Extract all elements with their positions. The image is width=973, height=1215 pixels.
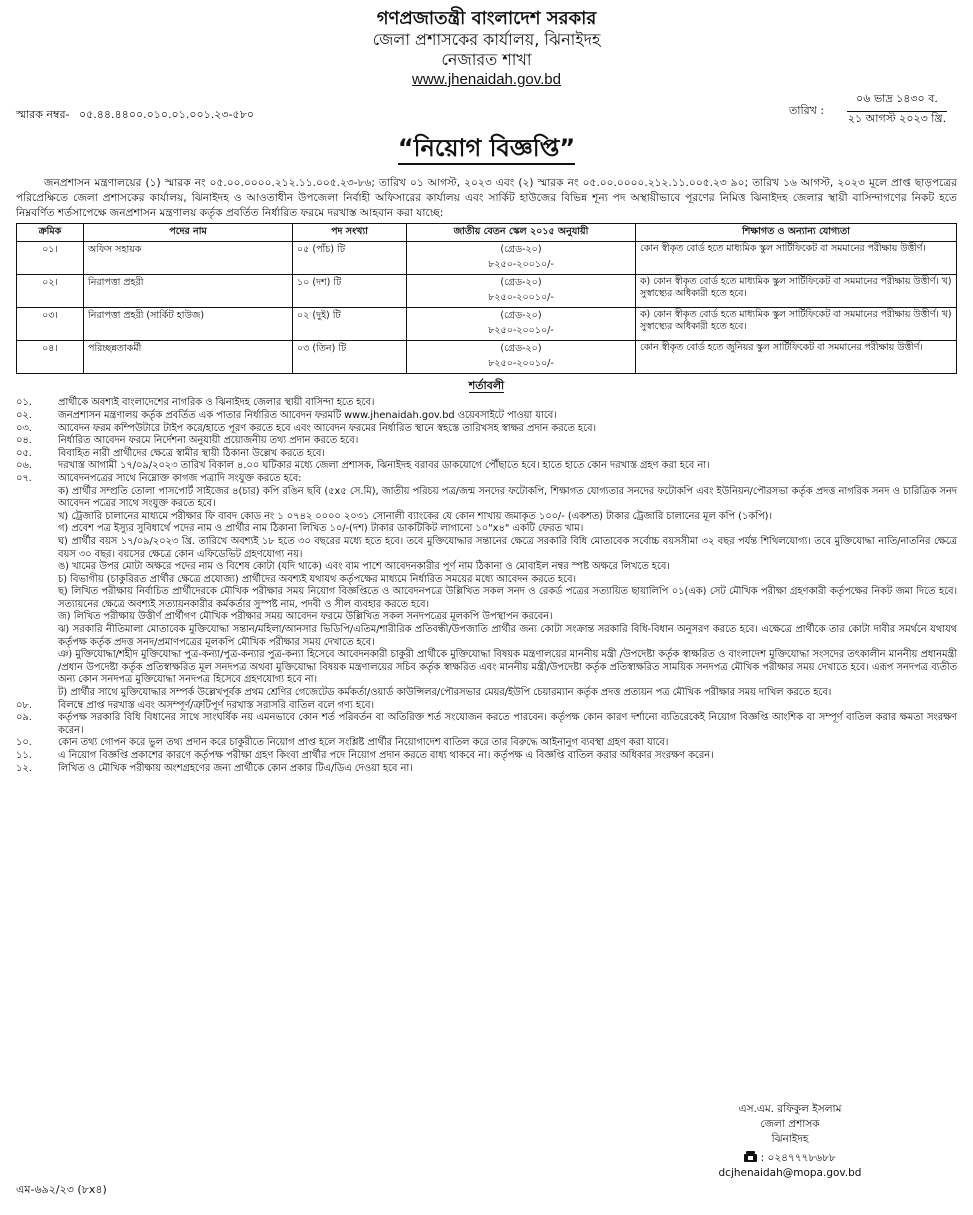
intro-paragraph: জনপ্রশাসন মন্ত্রণালয়ের (১) স্মারক নং ০৫.০০.০০০০.২১২.১১.০০৫.২৩-৮৬; তারিখ ০১ আগস্ট, ২০২৩ এবং (২) স্মারক নং ০৫.০০.০০০০.২১২.১১.০০৫.২৩ ৯০; তারিখ ১৬ আগস্ট, ২০২৩ মূলে প্রাপ্ত ছাড়পত্রের পরিপ্রেক্ষিতে জেলা প্রশাসকের কার্যালয়, ঝিনাইদহ ও আওতাধীন উপজেলা নির্বাহী অফিসারের কার্যালয় এবং সার্কিট হাউজের বিভিন্ন শূন্য পদ অস্থায়ীভাবে পূরণের নিমিত্ত ঝিনাইদহ জেলার স্থায়ী বাসিন্দাগণের নিকট হতে নিম্নবর্ণিত শর্তসাপেক্ষে জনপ্রশাসন মন্ত্রণালয় কর্তৃক প্রবর্তিত নির্ধারিত ফরমে দরখাস্ত আহবান করা যাচ্ছে: [16,177,957,219]
date-english: ২১ আগস্ট ২০২৩ খ্রি. [847,112,947,125]
condition-item [16,700,957,713]
row-scale-value: ৮২৫০-২০০১০/- [488,325,554,337]
condition-text: বিলম্বে প্রাপ্ত দরখাস্ত এবং অসম্পূর্ণ/ত্রুটিপূর্ণ দরখাস্ত সরাসরি বাতিল বলে গণ্য হবে। [58,699,374,711]
row-qualification: কোন স্বীকৃত বোর্ড হতে জুনিয়র স্কুল সার্টিফিকেট বা সমমানের পরীক্ষায় উত্তীর্ণ। [636,341,957,374]
row-qualification: ক) কোন স্বীকৃত বোর্ড হতে মাধ্যমিক স্কুল সার্টিফিকেট বা সমমানের পরীক্ষায় উত্তীর্ণ। খ) সুস্বাস্থ্যের অধিকারী হতে হবে। [636,275,957,308]
signatory-email[interactable]: dcjhenaidah@mopa.gov.bd [718,1167,862,1179]
row-qualification: কোন স্বীকৃত বোর্ড হতে মাধ্যমিক স্কুল সার্টিফিকেট বা সমমানের পরীক্ষায় উত্তীর্ণ। [636,242,957,275]
condition-text: লিখিত ও মৌখিক পরীক্ষায় অংশগ্রহণের জন্য প্রার্থীকে কোন প্রকার টিএ/ডিএ দেওয়া হবে না। [58,762,413,774]
sub-condition-nya: ঞ) মুক্তিযোদ্ধা/শহীদ মুক্তিযোদ্ধা পুত্র-কন্যা/পুত্র-কন্যার পুত্র-কন্যা হিসেবে আবেদনকারী চাকুরী প্রার্থীকে মুক্তিযোদ্ধা বিষয়ক মন্ত্রণালয়ের মাননীয় মন্ত্রী /উপদেষ্টা কর্তৃক স্বাক্ষরিত ও বাংলাদেশ মুক্তিযোদ্ধা সংসদের তৎকালীন মাননীয় প্রধানমন্ত্রী /প্রধান উপদেষ্টা কর্তৃক প্রতিস্বাক্ষরিত মূল সনদপত্র অথবা মুক্তিযোদ্ধা বিষয়ক মন্ত্রণালয়ের সচিব কর্তৃক স্বাক্ষরিত এবং মাননীয় মন্ত্রী/উপদেষ্টা কর্তৃক প্রতিস্বাক্ষরিত সাময়িক সনদপত্র মৌখিক পরীক্ষার সময় দেখাতে হবে। এরূপ সনদপত্র ব্যতীত অন্য কোন সনদপত্র মুক্তিযোদ্ধা সনদপত্র হিসেবে গ্রহণযোগ্য হবে না। [58,649,957,686]
condition-number: ১১. [16,750,32,762]
sub-condition-ja: জ) লিখিত পরীক্ষায় উত্তীর্ণ প্রার্থীগণ মৌখিক পরীক্ষার সময় আবেদন ফরমে উল্লিখিত সকল সনদপত্রের মূলকপি উপস্থাপন করবেন। [58,611,553,623]
telephone-icon [744,1151,757,1162]
table-row [17,341,957,374]
row-count: ০২ (দুই) টি [293,308,407,341]
memo-ref-number: ০৫.৪৪.৪৪০০.০১০.০১.০০১.২৩-৫৮০ [78,108,254,121]
condition-text: এ নিয়োগ বিজ্ঞপ্তি প্রকাশের কারণে কর্তৃপক্ষ পরীক্ষা গ্রহণ কিংবা প্রার্থীর পদে নিয়োগ প্রদান করতে বাধ্য থাকবে না। কর্তৃপক্ষ এ বিজ্ঞপ্তি বাতিল করার অধিকার সংরক্ষণ করেন। [58,750,714,762]
col-post-name: পদের নাম [84,224,293,242]
row-count: ১০ (দশ) টি [293,275,407,308]
condition-number: ১২. [16,762,32,774]
memo-ref-label: স্মারক নম্বর- [16,108,70,121]
row-scale-value: ৮২৫০-২০০১০/- [488,259,554,271]
col-post-count: পদ সংখ্যা [293,224,407,242]
posts-table [16,223,957,374]
footer-code: এম-৬৯২/২৩ (৮x৪) [16,1183,107,1196]
condition-number: ০২. [16,409,32,421]
phone-line [650,1151,930,1166]
sub-condition-uma: ঙ) খামের উপর মোটা অক্ষরে পদের নাম ও বিশেষ কোটা (যদি থাকে) এবং বাম পাশে আবেদনকারীর পূর্ণ নাম ঠিকানা ও মোবাইল নম্বর স্পষ্ট অক্ষরে লিখতে হবে। [58,561,670,573]
condition-number: ০৯. [16,712,32,724]
sub-condition-ga: গ) প্রবেশ পত্র ইস্যুর সুবিধার্থে পদের নাম ও প্রার্থীর নাম ঠিকানা লিখিত ১০/-(দশ) টাকার ডাকটিকিট লাগানো ১০"x৪" একটি ফেরত খাম। [58,523,584,535]
condition-text: বিবাহিত নারী প্রার্থীদের ক্ষেত্রে স্বামীর স্থায়ী ঠিকানা উল্লেখ করতে হবে। [58,447,325,459]
row-grade: (গ্রেড-২০) [500,343,542,355]
condition-item [16,410,957,423]
condition-text: প্রার্থীকে অবশ্যই বাংলাদেশের নাগরিক ও ঝিনাইদহ জেলার স্থায়ী বাসিন্দা হতে হবে। [58,397,375,409]
condition-number: ০১. [16,397,32,409]
condition-item [16,435,957,448]
condition-number: ০৪. [16,435,32,447]
condition-text: আবেদন ফরম কম্পিউটারে টাইপ করে/হাতে পূরণ করতে হবে এবং আবেদন ফরমের নির্ধারিত স্থানে স্বহস্তে তারিখসহ স্বাক্ষর প্রদান করতে হবে। [58,422,596,434]
sub-condition-jha: ঝ) সরকারি নীতিমালা মোতাবেক মুক্তিযোদ্ধা সন্তান/মহিলা/আনসার ভিডিপি/এতিম/শারীরিক প্রতিবন্ধী/উপজাতি প্রার্থীর জন্য কোটা সংক্রান্ত সরকারি বিধি-বিধান অনুসরণ করতে হবে। এক্ষেত্রে প্রার্থীকে তার কোটা দাবীর সমর্থনে যথাযথ কর্তৃপক্ষ কর্তৃক প্রদত্ত সনদ/প্রমাণপত্রের মূলকপি মৌখিক পরীক্ষার সময় দেখাতে হবে। [58,624,957,648]
row-serial: ০২। [17,275,84,308]
website-link[interactable]: www.jhenaidah.gov.bd [412,71,561,88]
section-name: নেজারত শাখা [441,50,532,69]
col-pay-scale: জাতীয় বেতন স্কেল ২০১৫ অনুযায়ী [407,224,636,242]
condition-number: ০৩. [16,422,32,434]
condition-item [16,737,957,750]
conditions-heading [16,377,957,396]
condition-item [16,423,957,436]
row-grade: (গ্রেড-২০) [500,277,542,289]
sub-condition-ta: ট) প্রার্থীর সাথে মুক্তিযোদ্ধার সম্পর্ক উল্লেখপূর্বক প্রথম শ্রেণির গেজেটেড কর্মকর্তা/ওয়ার্ড কাউন্সিলর/পৌরসভার মেয়র/ইউপি চেয়ারম্যান কর্তৃক প্রদত্ত প্রত্যয়ন পত্র মৌখিক পরীক্ষার সময় দাখিল করতে হবে। [58,687,832,699]
row-scale [407,341,636,374]
row-scale-value: ৮২৫০-২০০১০/- [488,358,554,370]
condition-number: ০৭. [16,472,32,484]
sub-condition-ka: ক) প্রার্থীর সম্প্রতি তোলা পাসপোর্ট সাইজের ৪(চার) কপি রঙিন ছবি (৫x৫ সে.মি), জাতীয় পরিচয় পত্র/জন্ম সনদের ফটোকপি, শিক্ষাগত যোগ্যতার সনদের ফটোকপি এবং ইউনিয়ন/পৌরসভা কর্তৃক প্রদত্ত নাগরিক সনদ ও চারিত্রিক সনদ আবেদন পত্রের সাথে সংযুক্ত করতে হবে। [58,485,957,510]
signatory-designation: জেলা প্রশাসক [760,1118,820,1130]
sub-condition-cha: চ) বিভাগীয় (চাকুরিরত প্রার্থীর ক্ষেত্রে প্রযোজ্য) প্রার্থীদের অবশ্যই যথাযথ কর্তৃপক্ষের মাধ্যমে নির্ধারিত সময়ের মধ্যে আবেদন করতে হবে। [58,573,576,585]
condition-text: নির্ধারিত আবেদন ফরমে নির্দেশনা অনুযায়ী প্রয়োজনীয় তথ্য প্রদান করতে হবে। [58,435,359,447]
row-serial: ০১। [17,242,84,275]
row-serial: ০৩। [17,308,84,341]
row-post: পরিচ্ছন্নতাকর্মী [84,341,293,374]
condition-item [16,460,957,473]
phone-number: : ০২৪৭৭৭৮৬৮৮ [760,1152,836,1164]
sub-condition-kha: খ) ট্রেজারি চালানের মাধ্যমে পরীক্ষার ফি বাবদ কোড নং ১ ০৭৪২ ০০০০ ২০৩১ সোনালী ব্যাংকের যে কোন শাখায় জমাকৃত ১০০/- (একশত) টাকার ট্রেজারি চালানের মূল কপি (১কপি)। [58,510,772,522]
government-title: গণপ্রজাতন্ত্রী বাংলাদেশ সরকার [376,8,597,29]
row-post: অফিস সহায়ক [84,242,293,275]
conditions-list [16,397,957,775]
table-row [17,308,957,341]
memo-row [16,90,957,136]
office-name: জেলা প্রশাসকের কার্যালয়, ঝিনাইদহ [372,30,601,49]
row-count: ০৫ (পাঁচ) টি [293,242,407,275]
row-scale [407,242,636,275]
sub-condition-gha: ঘ) প্রার্থীর বয়স ১৭/০৯/২০২৩ খ্রি. তারিখে অবশ্যই ১৮ হতে ৩০ বছরের মধ্যে হতে হবে। তবে মুক্তিযোদ্ধার সন্তানের ক্ষেত্রে সরকারি বিধি মোতাবেক সর্বোচ্চ বয়সসীমা ৩২ বছর পর্যন্ত শিথিলযোগ্য। তবে মুক্তিযোদ্ধা নাতি/নাতনির ক্ষেত্রে বয়স ৩০ বছর। বয়সের ক্ষেত্রে কোন এফিডেভিট গ্রহণযোগ্য নয়। [58,535,957,560]
condition-item [16,448,957,461]
letterhead [16,8,957,90]
table-row [17,275,957,308]
condition-item [16,750,957,763]
row-grade: (গ্রেড-২০) [500,310,542,322]
notice-title [16,130,957,170]
row-scale-value: ৮২৫০-২০০১০/- [488,292,554,304]
signatory-name: এস.এম. রফিকুল ইসলাম [738,1103,842,1115]
row-scale [407,308,636,341]
condition-text: কর্তৃপক্ষ সরকারি বিধি বিধানের সাথে সাংঘর্ষিক নয় এমনভাবে কোন শর্ত পরিবর্তন বা অতিরিক্ত শর্ত সংযোজন করতে পারবেন। কর্তৃপক্ষ কোন কারণ দর্শানো ব্যতিরেকেই নিয়োগ বিজ্ঞপ্তি আংশিক বা সম্পূর্ণ বাতিল করার ক্ষমতা সংরক্ষণ করেন। [58,712,957,736]
col-qualification: শিক্ষাগত ও অন্যান্য যোগ্যতা [636,224,957,242]
date-bangla: ০৬ ভাদ্র ১৪৩০ ব. [847,90,947,112]
condition-number: ০৫. [16,447,32,459]
col-serial: ক্রমিক [17,224,84,242]
sub-condition-chha: ছ) লিখিত পরীক্ষায় নির্বাচিত প্রার্থীদেরকে মৌখিক পরীক্ষার সময় নিয়োগ বিজ্ঞপ্তিতে ও আবেদনপত্রে উল্লিখিত সকল সনদ ও রেকর্ড পত্রের সত্যায়িত ছায়ালিপি ০১(এক) সেট মৌখিক পরীক্ষা গ্রহণকারী কর্তৃপক্ষের নিকট জমা দিতে হবে। সত্যায়নের ক্ষেত্রে অবশ্যই সত্যায়নকারীর কর্মকর্তার সুস্পষ্ট নাম, পদবী ও সীল ব্যবহার করতে হবে। [58,586,957,610]
table-header-row [17,224,957,242]
condition-text: জনপ্রশাসন মন্ত্রণালয় কর্তৃক প্রবর্তিত এক পাতার নির্ধারিত আবেদন ফরমটি www.jhenaidah.gov.bd ওয়েবসাইটে পাওয়া যাবে। [58,409,557,421]
condition-item [16,397,957,410]
conditions-heading-text: শর্তাবলী [468,379,505,393]
condition-number: ০৮. [16,699,32,711]
row-serial: ০৪। [17,341,84,374]
condition-text: দরখাস্ত আগামী ১৭/০৯/২০২৩ তারিখ বিকাল ৪.০০ ঘটিকার মধ্যে জেলা প্রশাসক, ঝিনাইদহ বরাবর ডাকযোগে পৌঁছাতে হবে। হাতে হাতে কোন দরখাস্ত গ্রহণ করা হবে না। [58,460,710,472]
signature-block [650,1102,930,1181]
condition-text: আবেদনপত্রের সাথে নিম্নোক্ত কাগজ পত্রাদি সংযুক্ত করতে হবে: [58,472,302,484]
row-count: ০৩ (তিন) টি [293,341,407,374]
condition-number: ০৬. [16,460,32,472]
condition-text: কোন তথ্য গোপন করে ভুল তথ্য প্রদান করে চাকুরীতে নিয়োগ প্রাপ্ত হলে সংশ্লিষ্ট প্রার্থীর নিয়োগাদেশ বাতিল করে তার বিরুদ্ধে আইনানুগ ব্যবস্থা গ্রহণ করা যাবে। [58,737,669,749]
condition-item [16,712,957,737]
row-scale [407,275,636,308]
row-post: নিরাপত্তা প্রহরী (সার্কিট হাউজ) [84,308,293,341]
table-row [17,242,957,275]
condition-number: ১০. [16,737,32,749]
row-grade: (গ্রেড-২০) [500,244,542,256]
condition-item [16,763,636,776]
condition-item [16,473,957,486]
notice-title-text: “নিয়োগ বিজ্ঞপ্তি” [398,134,575,165]
signatory-district: ঝিনাইদহ [771,1133,809,1145]
row-qualification: ক) কোন স্বীকৃত বোর্ড হতে মাধ্যমিক স্কুল সার্টিফিকেট বা সমমানের পরীক্ষায় উত্তীর্ণ। খ) সুস্বাস্থ্যের অধিকারী হতে হবে। [636,308,957,341]
row-post: নিরাপত্তা প্রহরী [84,275,293,308]
date-label: তারিখ : [789,104,825,117]
memo-reference [16,106,254,125]
